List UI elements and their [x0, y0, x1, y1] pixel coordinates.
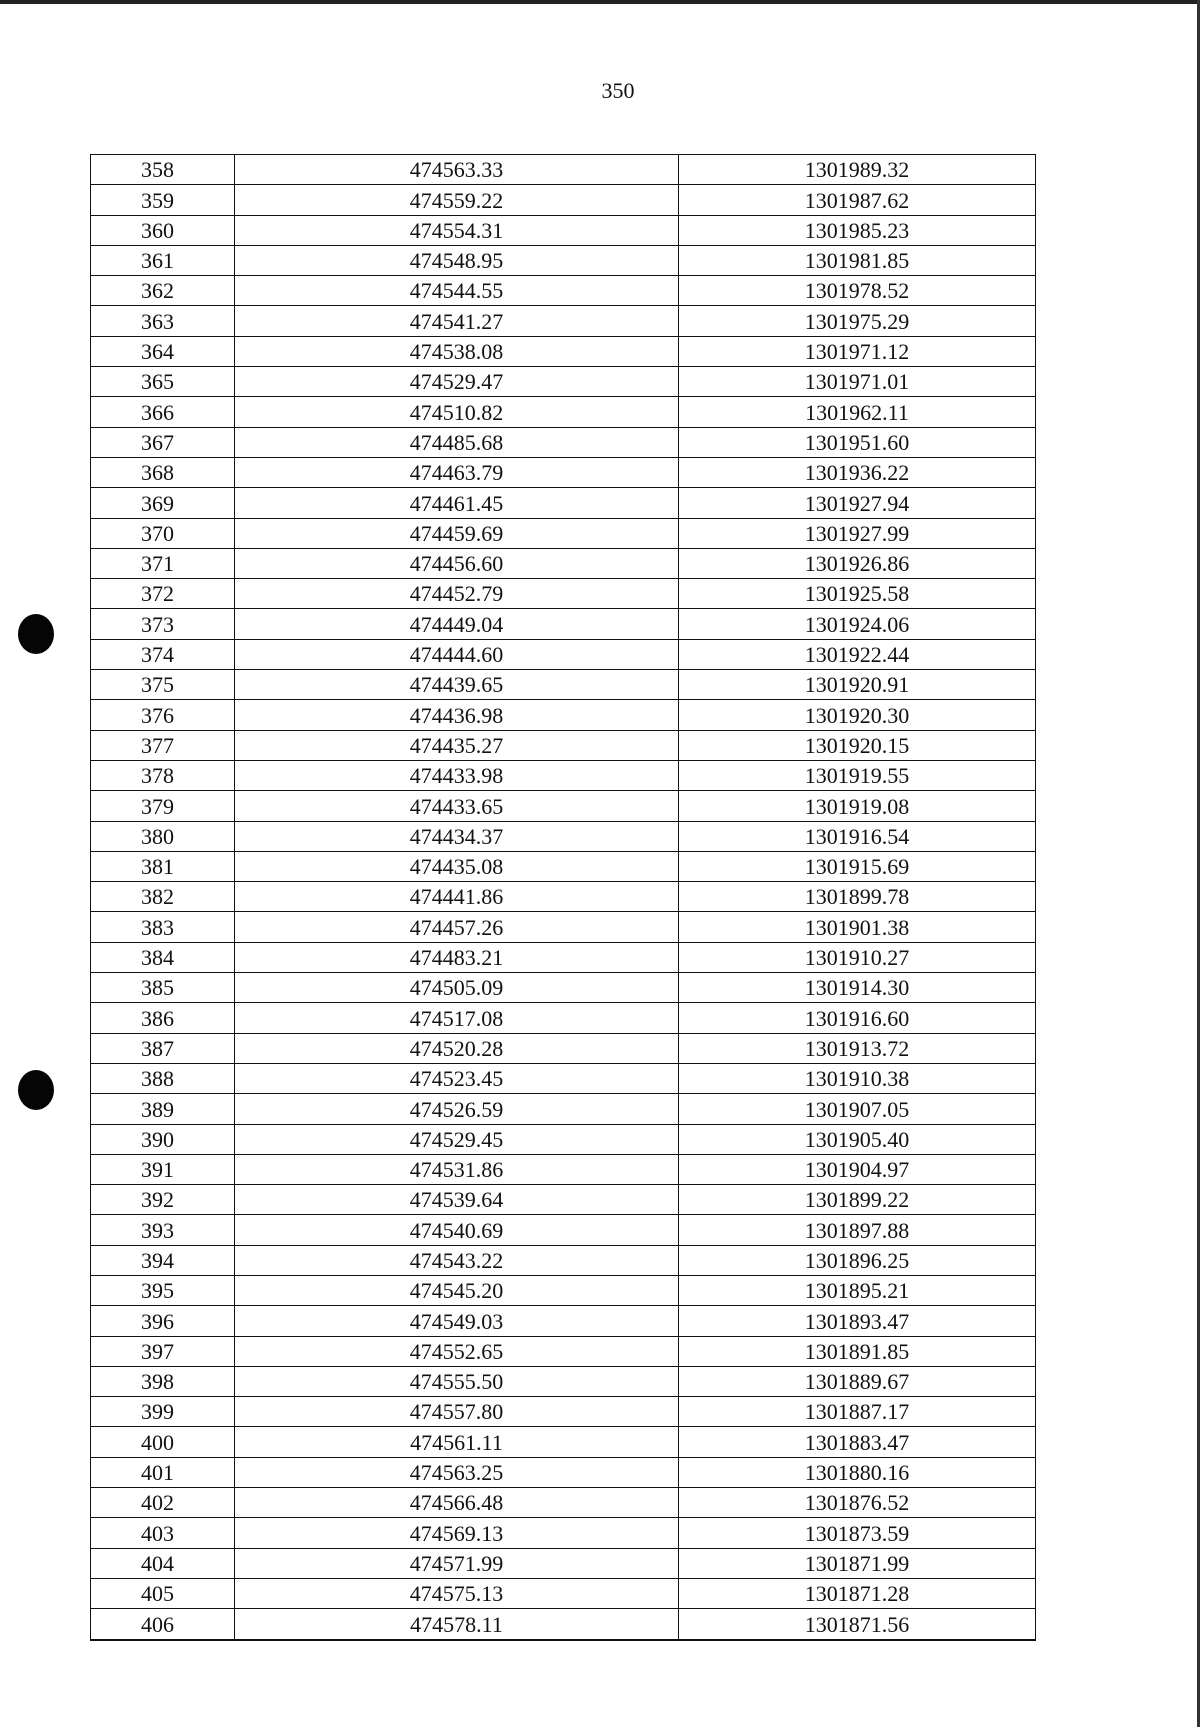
point-number-cell: 388 [91, 1063, 235, 1093]
table-row [91, 518, 1036, 548]
table-row [91, 1063, 1036, 1093]
x-coordinate-cell: 474485.68 [235, 427, 679, 457]
table-row [91, 1154, 1036, 1184]
x-coordinate-cell: 474569.13 [235, 1518, 679, 1548]
table-row [91, 1518, 1036, 1548]
table-row [91, 670, 1036, 700]
point-number-cell: 401 [91, 1457, 235, 1487]
y-coordinate-cell: 1301919.55 [679, 760, 1036, 790]
point-number-cell: 377 [91, 730, 235, 760]
x-coordinate-cell: 474457.26 [235, 912, 679, 942]
y-coordinate-cell: 1301975.29 [679, 306, 1036, 336]
y-coordinate-cell: 1301916.60 [679, 1003, 1036, 1033]
y-coordinate-cell: 1301895.21 [679, 1275, 1036, 1305]
table-row [91, 912, 1036, 942]
table-row [91, 1033, 1036, 1063]
point-number-cell: 376 [91, 700, 235, 730]
x-coordinate-cell: 474510.82 [235, 397, 679, 427]
table-row [91, 1488, 1036, 1518]
table-row [91, 942, 1036, 972]
y-coordinate-cell: 1301897.88 [679, 1215, 1036, 1245]
punch-hole-mark [18, 1070, 54, 1110]
y-coordinate-cell: 1301901.38 [679, 912, 1036, 942]
point-number-cell: 385 [91, 973, 235, 1003]
y-coordinate-cell: 1301927.99 [679, 518, 1036, 548]
y-coordinate-cell: 1301883.47 [679, 1427, 1036, 1457]
table-row [91, 185, 1036, 215]
x-coordinate-cell: 474505.09 [235, 973, 679, 1003]
table-row [91, 730, 1036, 760]
table-row [91, 579, 1036, 609]
point-number-cell: 370 [91, 518, 235, 548]
point-number-cell: 400 [91, 1427, 235, 1457]
x-coordinate-cell: 474520.28 [235, 1033, 679, 1063]
y-coordinate-cell: 1301936.22 [679, 457, 1036, 487]
y-coordinate-cell: 1301896.25 [679, 1245, 1036, 1275]
y-coordinate-cell: 1301971.01 [679, 367, 1036, 397]
x-coordinate-cell: 474439.65 [235, 670, 679, 700]
table-row [91, 851, 1036, 881]
y-coordinate-cell: 1301985.23 [679, 215, 1036, 245]
table-row [91, 639, 1036, 669]
table-row [91, 215, 1036, 245]
point-number-cell: 391 [91, 1154, 235, 1184]
point-number-cell: 363 [91, 306, 235, 336]
y-coordinate-cell: 1301915.69 [679, 851, 1036, 881]
x-coordinate-cell: 474578.11 [235, 1609, 679, 1640]
x-coordinate-cell: 474563.33 [235, 155, 679, 185]
point-number-cell: 373 [91, 609, 235, 639]
x-coordinate-cell: 474541.27 [235, 306, 679, 336]
y-coordinate-cell: 1301891.85 [679, 1336, 1036, 1366]
x-coordinate-cell: 474461.45 [235, 488, 679, 518]
point-number-cell: 394 [91, 1245, 235, 1275]
table-row [91, 488, 1036, 518]
point-number-cell: 380 [91, 821, 235, 851]
table-row [91, 609, 1036, 639]
y-coordinate-cell: 1301920.91 [679, 670, 1036, 700]
y-coordinate-cell: 1301922.44 [679, 639, 1036, 669]
table-row [91, 791, 1036, 821]
x-coordinate-cell: 474557.80 [235, 1397, 679, 1427]
table-row [91, 700, 1036, 730]
point-number-cell: 389 [91, 1094, 235, 1124]
point-number-cell: 368 [91, 457, 235, 487]
y-coordinate-cell: 1301927.94 [679, 488, 1036, 518]
point-number-cell: 374 [91, 639, 235, 669]
x-coordinate-cell: 474531.86 [235, 1154, 679, 1184]
x-coordinate-cell: 474575.13 [235, 1578, 679, 1608]
x-coordinate-cell: 474552.65 [235, 1336, 679, 1366]
table-row [91, 1427, 1036, 1457]
point-number-cell: 395 [91, 1275, 235, 1305]
point-number-cell: 392 [91, 1185, 235, 1215]
point-number-cell: 383 [91, 912, 235, 942]
y-coordinate-cell: 1301871.28 [679, 1578, 1036, 1608]
table-row [91, 1397, 1036, 1427]
table-row [91, 367, 1036, 397]
x-coordinate-cell: 474544.55 [235, 276, 679, 306]
y-coordinate-cell: 1301919.08 [679, 791, 1036, 821]
y-coordinate-cell: 1301887.17 [679, 1397, 1036, 1427]
point-number-cell: 384 [91, 942, 235, 972]
x-coordinate-cell: 474545.20 [235, 1275, 679, 1305]
x-coordinate-cell: 474433.98 [235, 760, 679, 790]
point-number-cell: 387 [91, 1033, 235, 1063]
x-coordinate-cell: 474559.22 [235, 185, 679, 215]
table-row [91, 973, 1036, 1003]
table-row [91, 1457, 1036, 1487]
table-row [91, 397, 1036, 427]
table-row [91, 1215, 1036, 1245]
point-number-cell: 381 [91, 851, 235, 881]
point-number-cell: 398 [91, 1366, 235, 1396]
table-row [91, 1124, 1036, 1154]
y-coordinate-cell: 1301962.11 [679, 397, 1036, 427]
point-number-cell: 367 [91, 427, 235, 457]
table-row [91, 882, 1036, 912]
coordinates-table [90, 154, 1036, 1641]
x-coordinate-cell: 474529.45 [235, 1124, 679, 1154]
x-coordinate-cell: 474435.08 [235, 851, 679, 881]
y-coordinate-cell: 1301981.85 [679, 245, 1036, 275]
y-coordinate-cell: 1301951.60 [679, 427, 1036, 457]
y-coordinate-cell: 1301893.47 [679, 1306, 1036, 1336]
y-coordinate-cell: 1301914.30 [679, 973, 1036, 1003]
y-coordinate-cell: 1301920.30 [679, 700, 1036, 730]
y-coordinate-cell: 1301925.58 [679, 579, 1036, 609]
point-number-cell: 393 [91, 1215, 235, 1245]
y-coordinate-cell: 1301913.72 [679, 1033, 1036, 1063]
x-coordinate-cell: 474433.65 [235, 791, 679, 821]
y-coordinate-cell: 1301987.62 [679, 185, 1036, 215]
point-number-cell: 362 [91, 276, 235, 306]
x-coordinate-cell: 474459.69 [235, 518, 679, 548]
table-row [91, 306, 1036, 336]
y-coordinate-cell: 1301871.99 [679, 1548, 1036, 1578]
table-row [91, 1245, 1036, 1275]
point-number-cell: 386 [91, 1003, 235, 1033]
point-number-cell: 404 [91, 1548, 235, 1578]
y-coordinate-cell: 1301899.22 [679, 1185, 1036, 1215]
y-coordinate-cell: 1301910.27 [679, 942, 1036, 972]
y-coordinate-cell: 1301904.97 [679, 1154, 1036, 1184]
table-row [91, 1366, 1036, 1396]
table-row [91, 1548, 1036, 1578]
point-number-cell: 358 [91, 155, 235, 185]
punch-hole-mark [18, 614, 54, 654]
x-coordinate-cell: 474463.79 [235, 457, 679, 487]
table-row [91, 760, 1036, 790]
point-number-cell: 402 [91, 1488, 235, 1518]
x-coordinate-cell: 474548.95 [235, 245, 679, 275]
table-row [91, 1185, 1036, 1215]
page-number: 350 [601, 78, 635, 103]
point-number-cell: 364 [91, 336, 235, 366]
x-coordinate-cell: 474434.37 [235, 821, 679, 851]
table-row [91, 1003, 1036, 1033]
x-coordinate-cell: 474549.03 [235, 1306, 679, 1336]
point-number-cell: 396 [91, 1306, 235, 1336]
x-coordinate-cell: 474456.60 [235, 548, 679, 578]
x-coordinate-cell: 474523.45 [235, 1063, 679, 1093]
point-number-cell: 360 [91, 215, 235, 245]
table-row [91, 1094, 1036, 1124]
x-coordinate-cell: 474441.86 [235, 882, 679, 912]
point-number-cell: 378 [91, 760, 235, 790]
table-row [91, 457, 1036, 487]
point-number-cell: 390 [91, 1124, 235, 1154]
y-coordinate-cell: 1301916.54 [679, 821, 1036, 851]
table-row [91, 245, 1036, 275]
y-coordinate-cell: 1301978.52 [679, 276, 1036, 306]
y-coordinate-cell: 1301889.67 [679, 1366, 1036, 1396]
point-number-cell: 397 [91, 1336, 235, 1366]
x-coordinate-cell: 474555.50 [235, 1366, 679, 1396]
x-coordinate-cell: 474539.64 [235, 1185, 679, 1215]
y-coordinate-cell: 1301924.06 [679, 609, 1036, 639]
x-coordinate-cell: 474449.04 [235, 609, 679, 639]
y-coordinate-cell: 1301873.59 [679, 1518, 1036, 1548]
table-row [91, 548, 1036, 578]
table-row [91, 1609, 1036, 1640]
y-coordinate-cell: 1301876.52 [679, 1488, 1036, 1518]
point-number-cell: 361 [91, 245, 235, 275]
x-coordinate-cell: 474435.27 [235, 730, 679, 760]
point-number-cell: 382 [91, 882, 235, 912]
y-coordinate-cell: 1301971.12 [679, 336, 1036, 366]
x-coordinate-cell: 474517.08 [235, 1003, 679, 1033]
point-number-cell: 371 [91, 548, 235, 578]
x-coordinate-cell: 474543.22 [235, 1245, 679, 1275]
table-row [91, 1578, 1036, 1608]
y-coordinate-cell: 1301926.86 [679, 548, 1036, 578]
x-coordinate-cell: 474538.08 [235, 336, 679, 366]
y-coordinate-cell: 1301899.78 [679, 882, 1036, 912]
y-coordinate-cell: 1301989.32 [679, 155, 1036, 185]
point-number-cell: 403 [91, 1518, 235, 1548]
coordinates-table-body [91, 155, 1036, 1640]
y-coordinate-cell: 1301871.56 [679, 1609, 1036, 1640]
point-number-cell: 369 [91, 488, 235, 518]
x-coordinate-cell: 474436.98 [235, 700, 679, 730]
table-row [91, 427, 1036, 457]
x-coordinate-cell: 474540.69 [235, 1215, 679, 1245]
table-row [91, 155, 1036, 185]
y-coordinate-cell: 1301905.40 [679, 1124, 1036, 1154]
point-number-cell: 366 [91, 397, 235, 427]
table-row [91, 1275, 1036, 1305]
point-number-cell: 375 [91, 670, 235, 700]
table-row [91, 1336, 1036, 1366]
y-coordinate-cell: 1301910.38 [679, 1063, 1036, 1093]
scan-edge-top [0, 0, 1200, 4]
x-coordinate-cell: 474452.79 [235, 579, 679, 609]
table-row [91, 336, 1036, 366]
x-coordinate-cell: 474529.47 [235, 367, 679, 397]
point-number-cell: 379 [91, 791, 235, 821]
table-row [91, 1306, 1036, 1336]
x-coordinate-cell: 474526.59 [235, 1094, 679, 1124]
point-number-cell: 399 [91, 1397, 235, 1427]
x-coordinate-cell: 474561.11 [235, 1427, 679, 1457]
point-number-cell: 365 [91, 367, 235, 397]
point-number-cell: 406 [91, 1609, 235, 1640]
point-number-cell: 405 [91, 1578, 235, 1608]
x-coordinate-cell: 474554.31 [235, 215, 679, 245]
x-coordinate-cell: 474566.48 [235, 1488, 679, 1518]
table-row [91, 821, 1036, 851]
x-coordinate-cell: 474571.99 [235, 1548, 679, 1578]
x-coordinate-cell: 474483.21 [235, 942, 679, 972]
x-coordinate-cell: 474563.25 [235, 1457, 679, 1487]
table-row [91, 276, 1036, 306]
point-number-cell: 372 [91, 579, 235, 609]
y-coordinate-cell: 1301880.16 [679, 1457, 1036, 1487]
y-coordinate-cell: 1301907.05 [679, 1094, 1036, 1124]
y-coordinate-cell: 1301920.15 [679, 730, 1036, 760]
point-number-cell: 359 [91, 185, 235, 215]
x-coordinate-cell: 474444.60 [235, 639, 679, 669]
